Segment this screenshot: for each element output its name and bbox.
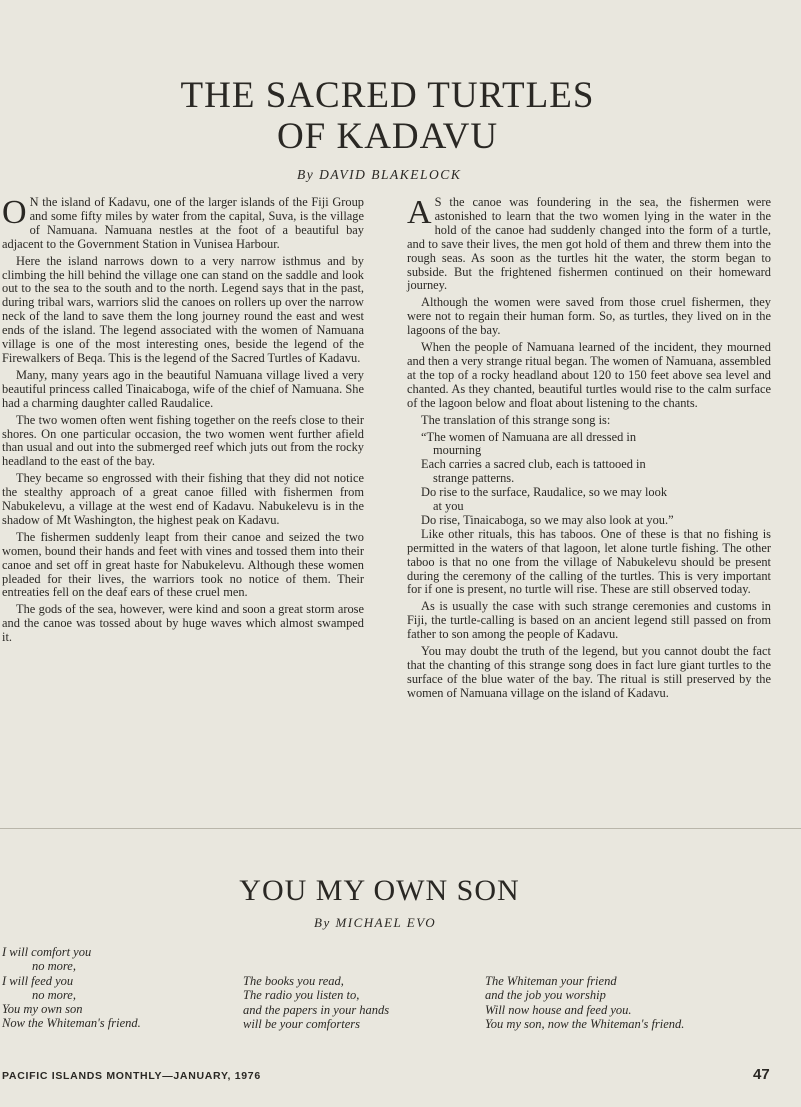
verse-line: Do rise to the surface, Raudalice, so we may look <box>421 485 668 500</box>
paragraph: Here the island narrows down to a very narrow isthmus and by climbing the hill behind the village one can stand on the saddle and look out to the sea to the south and to the north. Legend says that in the past, during tribal wars, warriors slid the canoes on rollers up over the narrow neck of the land to save them the long journey round the east and west ends of the island. The legend associated with the women of Namuana village is one of the most interesting ones, beside the legend of the Firewalkers of Beqa. This is the legend of the Sacred Turtles of Kadavu. <box>2 253 364 365</box>
paragraph: Although the women were saved from those cruel fishermen, they were not to regain their human form. So, as turtles, they lived on in the lagoons of the bay. <box>407 295 771 338</box>
paragraph: The fishermen suddenly leapt from their canoe and seized the two women, bound their hands and feet with vines and tossed them into their canoe and set off in great haste for Nabukelevu. Although these women pleaded for their lives, the warriors took no notice of them. Their entreaties fell on the deaf ears of these cruel men. <box>2 529 364 600</box>
paragraph: The gods of the sea, however, were kind and soon a great storm arose and the canoe was tossed about by huge waves which almost swamped it. <box>2 602 364 645</box>
paragraph: The translation of this strange song is: <box>421 412 611 427</box>
poem-stanza-1 <box>2 945 141 1031</box>
poem-line: The radio you listen to, <box>243 988 360 1003</box>
poem-line: Now the Whiteman's friend. <box>2 1016 141 1031</box>
poem-line: no more, <box>32 987 76 1002</box>
paragraph: They became so engrossed with their fishing that they did not notice the stealthy approach of a great canoe filled with fishermen from Nabukelevu, a village at the west end of Kadavu. Nabukelevu is in the shadow of Mt Washington, the highest peak on Kadavu. <box>2 471 364 527</box>
article-title-line-2: OF KADAVU <box>276 116 499 157</box>
poem-stanza-3 <box>485 974 684 1031</box>
paragraph: Like other rituals, this has taboos. One of these is that no fishing is permitted in the waters of that lagoon, let alone turtle fishing. The other taboo is that no one from the village of Nabukelevu should be present during the ceremony of the calling of the turtles. This is very important for if one is present, no turtle will rise. These are still observed today. <box>407 526 771 597</box>
poem-line: You my own son <box>2 1002 83 1017</box>
poem-line: will be your comforters <box>243 1016 361 1031</box>
verse-line: strange patterns. <box>433 471 515 486</box>
section-divider <box>0 828 801 829</box>
paragraph: Many, many years ago in the beautiful Namuana village lived a very beautiful princess called Tinaicaboga, wife of the chief of Namuana. She had a charming daughter called Raudalice. <box>2 367 364 410</box>
page-number: 47 <box>753 1066 770 1083</box>
article-title-line-1: THE SACRED TURTLES <box>180 75 595 116</box>
paragraph: A S the canoe was foundering in the sea, the fishermen were astonished to learn that the two women lying in the water in the hold of the canoe had suddenly changed into the form of a turtle, and to save their lives, the men got hold of them and threw them into the rough seas. As soon as the turtles hit the water, the storm began to subside. But the frightened fishermen continued on their homeward journey. <box>407 194 771 293</box>
poem-line: The books you read, <box>243 974 344 988</box>
paragraph: As is usually the case with such strange ceremonies and customs in Fiji, the turtle-calling is based on an ancient legend still passed on from father to son among the people of Kadavu. <box>407 599 771 642</box>
poem-line: The Whiteman your friend <box>485 974 617 988</box>
article-column-left <box>2 196 364 648</box>
drop-cap: O <box>2 194 27 231</box>
verse-line: Each carries a sacred club, each is tattooed in <box>421 457 646 472</box>
verse-line: “The women of Namuana are all dressed in <box>421 429 637 444</box>
poem-line: You my son, now the Whiteman's friend. <box>485 1016 685 1031</box>
song-translation <box>407 431 771 528</box>
verse-line: mourning <box>433 443 482 458</box>
verse-line: Do rise, Tinaicaboga, so we may also look at you.” <box>421 512 674 527</box>
poem-line: no more, <box>32 959 76 974</box>
poem-line: and the papers in your hands <box>243 1002 390 1017</box>
paragraph: When the people of Namuana learned of the incident, they mourned and then a very strange ritual began. The women of Namuana, assembled at the top of a rocky headland about 120 to 150 feet above sea level and chanted. As they chanted, beautiful turtles would rise to the calm surface of the lagoon below and float about listening to the chants. <box>407 340 771 410</box>
paragraph: O N the island of Kadavu, one of the larger islands of the Fiji Group and some fifty miles by water from the capital, Suva, is the village of Namuana. Namuana nestles at the foot of a beautiful bay adjacent to the Government Station in Vunisea Harbour. <box>2 194 364 251</box>
poem-line: and the job you worship <box>485 988 606 1003</box>
poem-byline: By MICHAEL EVO <box>314 915 437 930</box>
poem-line: I will comfort you <box>2 945 92 959</box>
publication-footer: PACIFIC ISLANDS MONTHLY—JANUARY, 1976 <box>2 1070 261 1082</box>
poem-title: YOU MY OWN SON <box>239 874 520 907</box>
paragraph: The two women often went fishing together on the reefs close to their shores. On one particular occasion, the two women went further afield than usual and out into the submerged reef which juts out from the rocky headland to the east of the bay. <box>2 412 364 469</box>
poem-line: I will feed you <box>2 973 74 988</box>
article-byline: By DAVID BLAKELOCK <box>297 167 462 182</box>
poem-stanza-2 <box>243 974 389 1031</box>
verse-line: at you <box>433 499 464 514</box>
paragraph: You may doubt the truth of the legend, but you cannot doubt the fact that the chanting of this strange song does in fact lure giant turtles to the surface of the blue water of the bay. The ritual is still preserved by the women of Namuana village on the island of Kadavu. <box>407 644 771 700</box>
drop-cap: A <box>407 194 432 231</box>
poem-line: Will now house and feed you. <box>485 1002 632 1017</box>
article-column-right <box>407 196 771 704</box>
